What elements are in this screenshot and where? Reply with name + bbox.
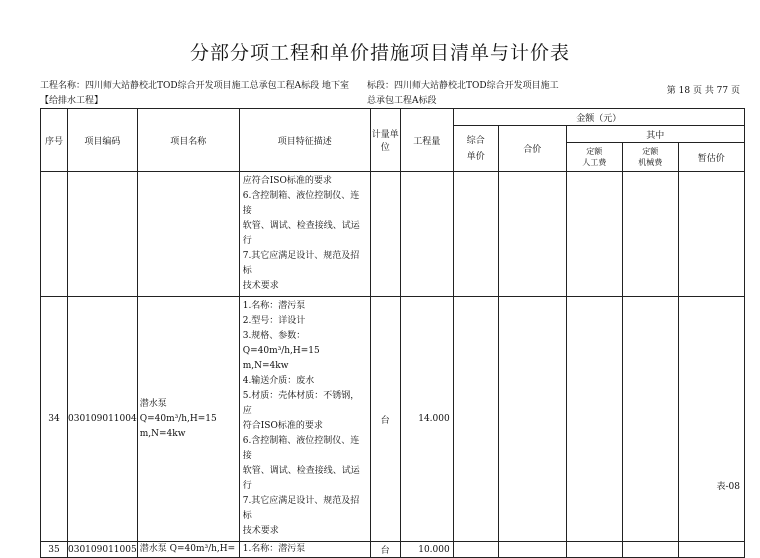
header-desc: 项目特征描述 — [239, 109, 370, 172]
desc-line: 7.其它应满足设计、规范及招标 — [242, 251, 360, 276]
project-name: 工程名称：四川师大站静校北TOD综合开发项目施工总承包工程A标段 地下室 【给排水工程】 — [40, 81, 349, 106]
header-unit-price-2: 单价 — [466, 151, 485, 162]
header-unit — [370, 109, 400, 172]
table-row — [41, 172, 745, 297]
cell-unit-price — [453, 172, 498, 297]
cell-qty — [400, 172, 453, 297]
page-title: 分部分项工程和单价措施项目清单与计价表 — [189, 42, 570, 64]
table-row — [41, 297, 745, 542]
cell-total — [498, 297, 566, 542]
cell-qty: 10.000 — [400, 542, 453, 558]
header-machine — [622, 143, 678, 172]
section-name: 标段：四川师大站静校北TOD综合开发项目施工总承包工程A标段 — [367, 81, 559, 106]
header-machine-1: 定额 — [642, 147, 659, 156]
cell-total — [498, 172, 566, 297]
cell-machine — [622, 172, 678, 297]
cell-provisional — [678, 542, 744, 558]
bill-table — [40, 108, 745, 558]
cell-name — [137, 172, 239, 297]
table-row — [41, 542, 745, 558]
header-amount: 金额（元） — [453, 109, 744, 126]
header-total: 合价 — [498, 126, 566, 172]
cell-desc — [239, 172, 370, 297]
cell-qty: 14.000 — [400, 297, 453, 542]
cell-labor — [566, 297, 622, 542]
cell-seq: 35 — [41, 542, 68, 558]
cell-name: 潜水泵 Q=40m³/h,H= — [137, 542, 239, 558]
cell-labor — [566, 542, 622, 558]
cell-code: 030109011004 — [68, 297, 138, 542]
header-qty: 工程量 — [400, 109, 453, 172]
desc-line: 应符合ISO标准的要求 — [242, 176, 332, 186]
cell-code — [68, 172, 138, 297]
desc-line: 2.型号：详设计 — [242, 316, 306, 326]
cell-seq: 34 — [41, 297, 68, 542]
header-labor-2: 人工费 — [582, 158, 607, 167]
name-line: 潜水泵 Q=40m³/h,H=15 — [139, 398, 217, 424]
header-labor — [566, 143, 622, 172]
cell-unit: 台 — [370, 542, 400, 558]
cell-unit-price — [453, 542, 498, 558]
cell-seq — [41, 172, 68, 297]
desc-line: 6.含控制箱、液位控制仪、连接 — [242, 436, 360, 461]
desc-line: 5.材质：壳体材质：不锈钢，应 — [242, 391, 360, 416]
desc-line: 软管、调试、检查接线、试运行 — [242, 221, 360, 246]
cell-unit: 台 — [370, 297, 400, 542]
header-of-which: 其中 — [566, 126, 744, 143]
desc-line: 4.输送介质：废水 — [242, 376, 315, 386]
table-code: 表-08 — [716, 482, 740, 492]
cell-desc — [239, 297, 370, 542]
cell-name — [137, 297, 239, 542]
cell-machine — [622, 297, 678, 542]
page-number: 第 18 页 共 77 页 — [666, 86, 740, 96]
header-code: 项目编码 — [68, 109, 138, 172]
desc-line: 7.其它应满足设计、规范及招标 — [242, 496, 360, 521]
header-unit-price-1: 综合 — [466, 135, 485, 146]
header-unit-price — [453, 126, 498, 172]
cell-code: 030109011005 — [68, 542, 138, 558]
desc-line: 技术要求 — [242, 281, 279, 291]
desc-line: 技术要求 — [242, 526, 279, 536]
cell-provisional — [678, 172, 744, 297]
name-line: m,N=4kw — [139, 428, 186, 439]
header-labor-1: 定额 — [586, 147, 603, 156]
desc-line: 6.含控制箱、液位控制仪、连接 — [242, 191, 360, 216]
header-name: 项目名称 — [137, 109, 239, 172]
header-machine-2: 机械费 — [638, 158, 663, 167]
desc-line: 3.规格、参数：Q=40m³/h,H=15 — [242, 331, 320, 356]
desc-line: 符合ISO标准的要求 — [242, 421, 323, 431]
cell-total — [498, 542, 566, 558]
cell-labor — [566, 172, 622, 297]
cell-desc: 1.名称：潜污泵 — [239, 542, 370, 558]
cell-unit — [370, 172, 400, 297]
cell-provisional — [678, 297, 744, 542]
desc-line: m,N=4kw — [242, 361, 289, 371]
cell-unit-price — [453, 297, 498, 542]
desc-line: 软管、调试、检查接线、试运行 — [242, 466, 360, 491]
cell-machine — [622, 542, 678, 558]
header-seq: 序号 — [41, 109, 68, 172]
header-unit-text: 计量单位 — [371, 130, 399, 153]
desc-line: 1.名称：潜污泵 — [242, 301, 306, 311]
header-provisional: 暂估价 — [678, 143, 744, 172]
